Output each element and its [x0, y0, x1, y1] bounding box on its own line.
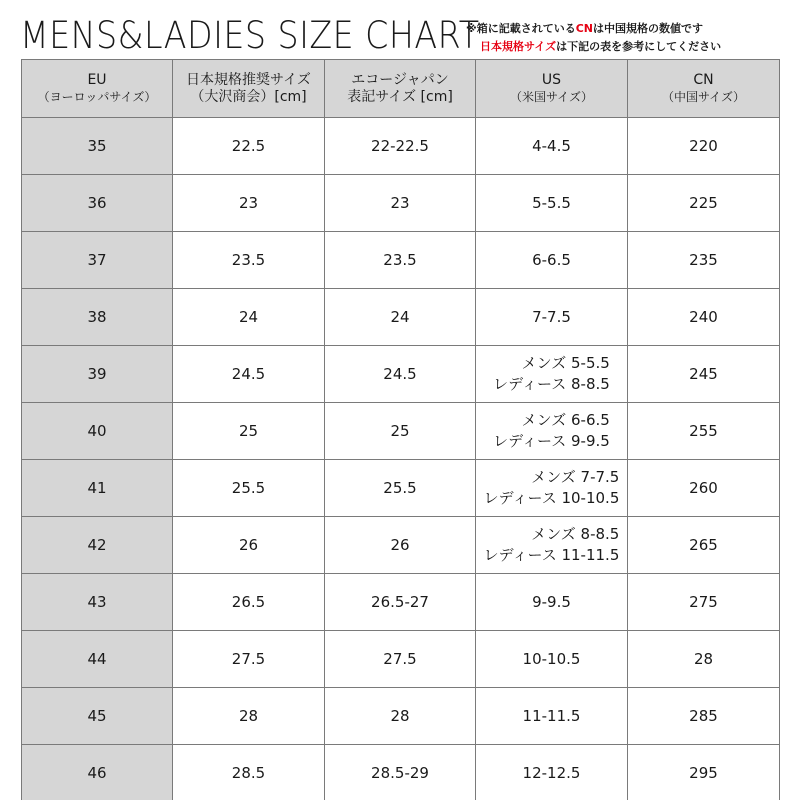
table-row	[22, 118, 780, 175]
cell-eu: 41	[22, 460, 173, 517]
cell-cn: 220	[628, 118, 780, 175]
cell-eu: 43	[22, 574, 173, 631]
table-row	[22, 460, 780, 517]
cell-cn: 28	[628, 631, 780, 688]
cell-cn: 260	[628, 460, 780, 517]
cell-us	[476, 232, 628, 289]
us-size-line: レディース 9-9.5	[493, 432, 610, 450]
cell-echo: 25.5	[325, 460, 476, 517]
us-size-line: メンズ 8-8.5	[531, 525, 620, 543]
us-size-line: 12-12.5	[522, 763, 581, 782]
us-size-line: 10-10.5	[522, 649, 581, 668]
cell-jp: 24.5	[173, 346, 325, 403]
us-size-lines	[493, 353, 610, 395]
table-row	[22, 403, 780, 460]
header-echo	[325, 60, 476, 118]
cell-cn: 295	[628, 745, 780, 800]
table-row	[22, 232, 780, 289]
size-chart-table	[21, 59, 780, 800]
header-cn-sub: （中国サイズ）	[661, 89, 746, 104]
header-echo-main: エコージャパン	[351, 71, 449, 88]
table-row	[22, 289, 780, 346]
header-jp-main: 日本規格推奨サイズ	[186, 71, 311, 88]
header-us	[476, 60, 628, 118]
cell-jp: 28	[173, 688, 325, 745]
note-line-1-prefix: ※箱に記載されている	[466, 22, 576, 35]
header-eu-main: EU	[87, 71, 107, 88]
us-size-line: レディース 8-8.5	[493, 375, 610, 393]
us-size-line: 4-4.5	[532, 136, 571, 155]
cell-cn: 275	[628, 574, 780, 631]
cell-us	[476, 688, 628, 745]
cell-us	[476, 403, 628, 460]
cell-echo: 23.5	[325, 232, 476, 289]
us-size-lines	[484, 524, 620, 566]
note-line-1-highlight: CN	[575, 22, 593, 35]
note-line-2-suffix: は下記の表を参考にしてください	[556, 40, 722, 53]
cell-jp: 27.5	[173, 631, 325, 688]
cell-echo: 26.5-27	[325, 574, 476, 631]
us-size-line: メンズ 7-7.5	[531, 468, 620, 486]
table-row	[22, 688, 780, 745]
cell-cn: 245	[628, 346, 780, 403]
cell-eu: 38	[22, 289, 173, 346]
cell-us	[476, 460, 628, 517]
cell-echo: 22-22.5	[325, 118, 476, 175]
us-size-line: レディース 11-11.5	[483, 546, 620, 564]
cell-echo: 24	[325, 289, 476, 346]
header-echo-sub: 表記サイズ [cm]	[347, 88, 453, 105]
cell-us	[476, 574, 628, 631]
header-jp-sub: （大沢商会）[cm]	[190, 88, 307, 105]
us-size-lines	[523, 763, 581, 784]
cell-cn: 240	[628, 289, 780, 346]
cell-us	[476, 118, 628, 175]
cell-jp: 24	[173, 289, 325, 346]
header-eu	[22, 60, 173, 118]
header-row	[22, 60, 780, 118]
cell-eu: 45	[22, 688, 173, 745]
us-size-lines	[532, 136, 571, 157]
us-size-lines	[532, 592, 571, 613]
header-cn	[628, 60, 780, 118]
cell-echo: 26	[325, 517, 476, 574]
us-size-lines	[484, 467, 620, 509]
cell-jp: 25	[173, 403, 325, 460]
us-size-lines	[493, 410, 610, 452]
cell-jp: 26.5	[173, 574, 325, 631]
table-row	[22, 175, 780, 232]
cell-echo: 27.5	[325, 631, 476, 688]
us-size-line: 5-5.5	[532, 193, 571, 212]
cell-eu: 40	[22, 403, 173, 460]
header-us-main: US	[541, 71, 562, 88]
cell-cn: 225	[628, 175, 780, 232]
us-size-line: 6-6.5	[532, 250, 571, 269]
us-size-lines	[532, 250, 571, 271]
cell-echo: 28	[325, 688, 476, 745]
us-size-line: 11-11.5	[522, 706, 581, 725]
cell-cn: 235	[628, 232, 780, 289]
us-size-line: レディース 10-10.5	[483, 489, 620, 507]
header-eu-sub: （ヨーロッパサイズ）	[37, 89, 157, 104]
cell-us	[476, 631, 628, 688]
us-size-line: 7-7.5	[532, 307, 571, 326]
cell-echo: 23	[325, 175, 476, 232]
table-row	[22, 631, 780, 688]
cell-us	[476, 175, 628, 232]
table-body	[22, 118, 780, 800]
us-size-lines	[523, 649, 581, 670]
header-cn-main: CN	[693, 71, 714, 88]
cell-jp: 22.5	[173, 118, 325, 175]
table-row	[22, 346, 780, 403]
cell-us	[476, 517, 628, 574]
cell-us	[476, 346, 628, 403]
cell-echo: 28.5-29	[325, 745, 476, 800]
us-size-line: 9-9.5	[532, 592, 571, 611]
page-title: MENS&LADIES SIZE CHART	[20, 14, 480, 57]
cell-eu: 36	[22, 175, 173, 232]
note-line-1	[466, 20, 703, 36]
us-size-line: メンズ 5-5.5	[521, 354, 610, 372]
cell-jp: 26	[173, 517, 325, 574]
cell-cn: 265	[628, 517, 780, 574]
us-size-lines	[532, 307, 571, 328]
cell-jp: 28.5	[173, 745, 325, 800]
cell-eu: 35	[22, 118, 173, 175]
cell-eu: 37	[22, 232, 173, 289]
cell-us	[476, 289, 628, 346]
us-size-lines	[532, 193, 571, 214]
cell-echo: 25	[325, 403, 476, 460]
cell-echo: 24.5	[325, 346, 476, 403]
cell-cn: 285	[628, 688, 780, 745]
cell-jp: 23	[173, 175, 325, 232]
cell-eu: 42	[22, 517, 173, 574]
cell-us	[476, 745, 628, 800]
cell-eu: 46	[22, 745, 173, 800]
table-row	[22, 745, 780, 800]
table-row	[22, 517, 780, 574]
cell-jp: 25.5	[173, 460, 325, 517]
note-line-2	[480, 38, 721, 54]
header-jp	[173, 60, 325, 118]
cell-eu: 44	[22, 631, 173, 688]
note-line-2-highlight: 日本規格サイズ	[480, 40, 557, 53]
cell-eu: 39	[22, 346, 173, 403]
us-size-lines	[523, 706, 581, 727]
cell-cn: 255	[628, 403, 780, 460]
cell-jp: 23.5	[173, 232, 325, 289]
table-row	[22, 574, 780, 631]
header-us-sub: （米国サイズ）	[509, 89, 594, 104]
note-line-1-suffix: は中国規格の数値です	[592, 22, 703, 35]
us-size-line: メンズ 6-6.5	[521, 411, 610, 429]
